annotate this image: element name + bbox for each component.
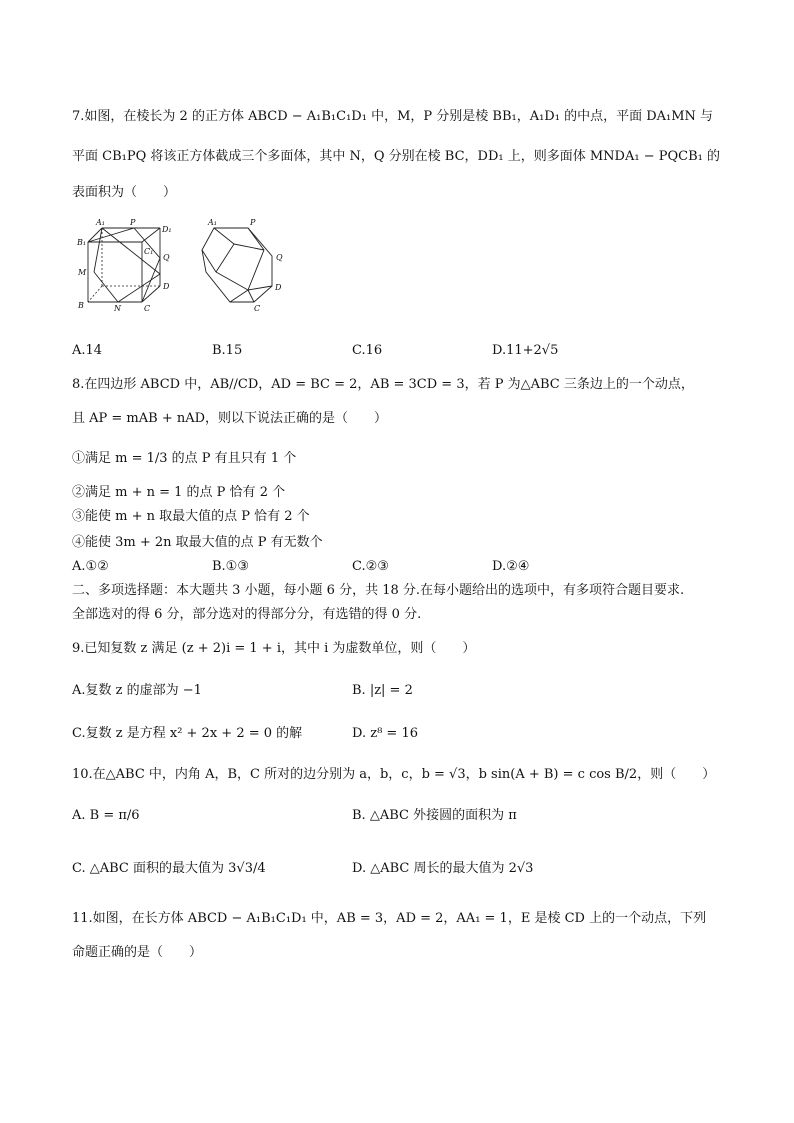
q7-option-d[interactable]: D.11+2√5 — [492, 343, 559, 358]
q7-fig1-label-d: D — [163, 282, 170, 291]
q7-stem-line3: 表面积为（ ） — [72, 185, 177, 200]
q9-option-c[interactable]: C.复数 z 是方程 x² + 2x + 2 = 0 的解 — [72, 726, 303, 741]
q10-option-d[interactable]: D. △ABC 周长的最大值为 2√3 — [352, 861, 534, 876]
q8-statement-3: ③能使 m + n 取最大值的点 P 恰有 2 个 — [72, 509, 310, 524]
q8-statement-4: ④能使 3m + 2n 取最大值的点 P 有无数个 — [72, 535, 323, 550]
q7-stem-line1: 7.如图，在棱长为 2 的正方体 ABCD − A₁B₁C₁D₁ 中，M，P 分别是棱 BB₁，A₁D₁ 的中点，平面 DA₁MN 与 — [72, 109, 714, 124]
q11-stem-line1: 11.如图，在长方体 ABCD − A₁B₁C₁D₁ 中，AB = 3，AD = 2，AA₁ = 1，E 是棱 CD 上的一个动点，下列 — [72, 911, 707, 926]
q7-fig1-label-b1: B₁ — [77, 238, 87, 247]
q8-statement-1: ①满足 m = 1/3 的点 P 有且只有 1 个 — [72, 451, 297, 466]
q7-stem-line2: 平面 CB₁PQ 将该正方体截成三个多面体，其中 N，Q 分别在棱 BC，DD₁ 上，则多面体 MNDA₁ − PQCB₁ 的 — [72, 149, 720, 164]
q8-option-b[interactable]: B.①③ — [212, 559, 249, 574]
q7-fig2-label-q: Q — [276, 253, 283, 262]
q7-cube-figure — [74, 214, 174, 314]
q7-fig1-label-b: B — [78, 301, 84, 310]
q9-option-b[interactable]: B. |z| = 2 — [352, 683, 413, 698]
q7-fig2-label-c: C — [254, 304, 261, 313]
q7-option-c[interactable]: C.16 — [352, 343, 383, 358]
q7-fig1-label-a1: A₁ — [96, 218, 105, 227]
q7-polyhedron-figure — [186, 214, 290, 314]
q7-option-a[interactable]: A.14 — [72, 343, 103, 358]
q9-stem: 9.已知复数 z 满足 (z + 2)i = 1 + i，其中 i 为虚数单位，则（ ） — [72, 641, 476, 656]
q8-stem-line1: 8.在四边形 ABCD 中，AB//CD，AD = BC = 2，AB = 3CD = 3，若 P 为△ABC 三条边上的一个动点， — [72, 377, 694, 392]
q7-fig1-label-d1: D₁ — [162, 225, 172, 234]
q7-fig1-label-p: P — [130, 218, 136, 227]
q8-option-a[interactable]: A.①② — [72, 559, 109, 574]
section2-heading-line2: 全部选对的得 6 分，部分选对的得部分分，有选错的得 0 分. — [72, 607, 422, 622]
q7-fig1-label-m: M — [78, 268, 87, 277]
q7-fig2-label-p: P — [250, 218, 256, 227]
q7-fig1-label-q: Q — [163, 253, 170, 262]
q7-fig1-label-n: N — [114, 304, 121, 313]
section2-heading-line1: 二、多项选择题：本大题共 3 小题，每小题 6 分，共 18 分.在每小题给出的选项中，有多项符合题目要求. — [72, 583, 685, 598]
q7-fig1-label-c1: C₁ — [144, 247, 154, 256]
q7-fig2-label-d: D — [275, 283, 282, 292]
q10-option-a[interactable]: A. B = π/6 — [72, 808, 140, 823]
q8-statement-2: ②满足 m + n = 1 的点 P 恰有 2 个 — [72, 485, 286, 500]
q7-fig2-label-a1: A₁ — [208, 218, 217, 227]
q10-stem: 10.在△ABC 中，内角 A，B，C 所对的边分别为 a，b，c，b = √3，b sin(A + B) = c cos B/2，则（ ） — [72, 767, 716, 782]
q7-option-b[interactable]: B.15 — [212, 343, 243, 358]
q7-fig1-label-c: C — [144, 304, 151, 313]
q9-option-d[interactable]: D. z⁸ = 16 — [352, 726, 418, 741]
q10-option-c[interactable]: C. △ABC 面积的最大值为 3√3/4 — [72, 861, 266, 876]
q9-option-a[interactable]: A.复数 z 的虚部为 −1 — [72, 683, 202, 698]
q8-option-d[interactable]: D.②④ — [492, 559, 530, 574]
q8-option-c[interactable]: C.②③ — [352, 559, 389, 574]
q11-stem-line2: 命题正确的是（ ） — [72, 945, 203, 960]
q10-option-b[interactable]: B. △ABC 外接圆的面积为 π — [352, 808, 517, 823]
q8-stem-line2: 且 AP = mAB + nAD，则以下说法正确的是（ ） — [72, 411, 388, 426]
